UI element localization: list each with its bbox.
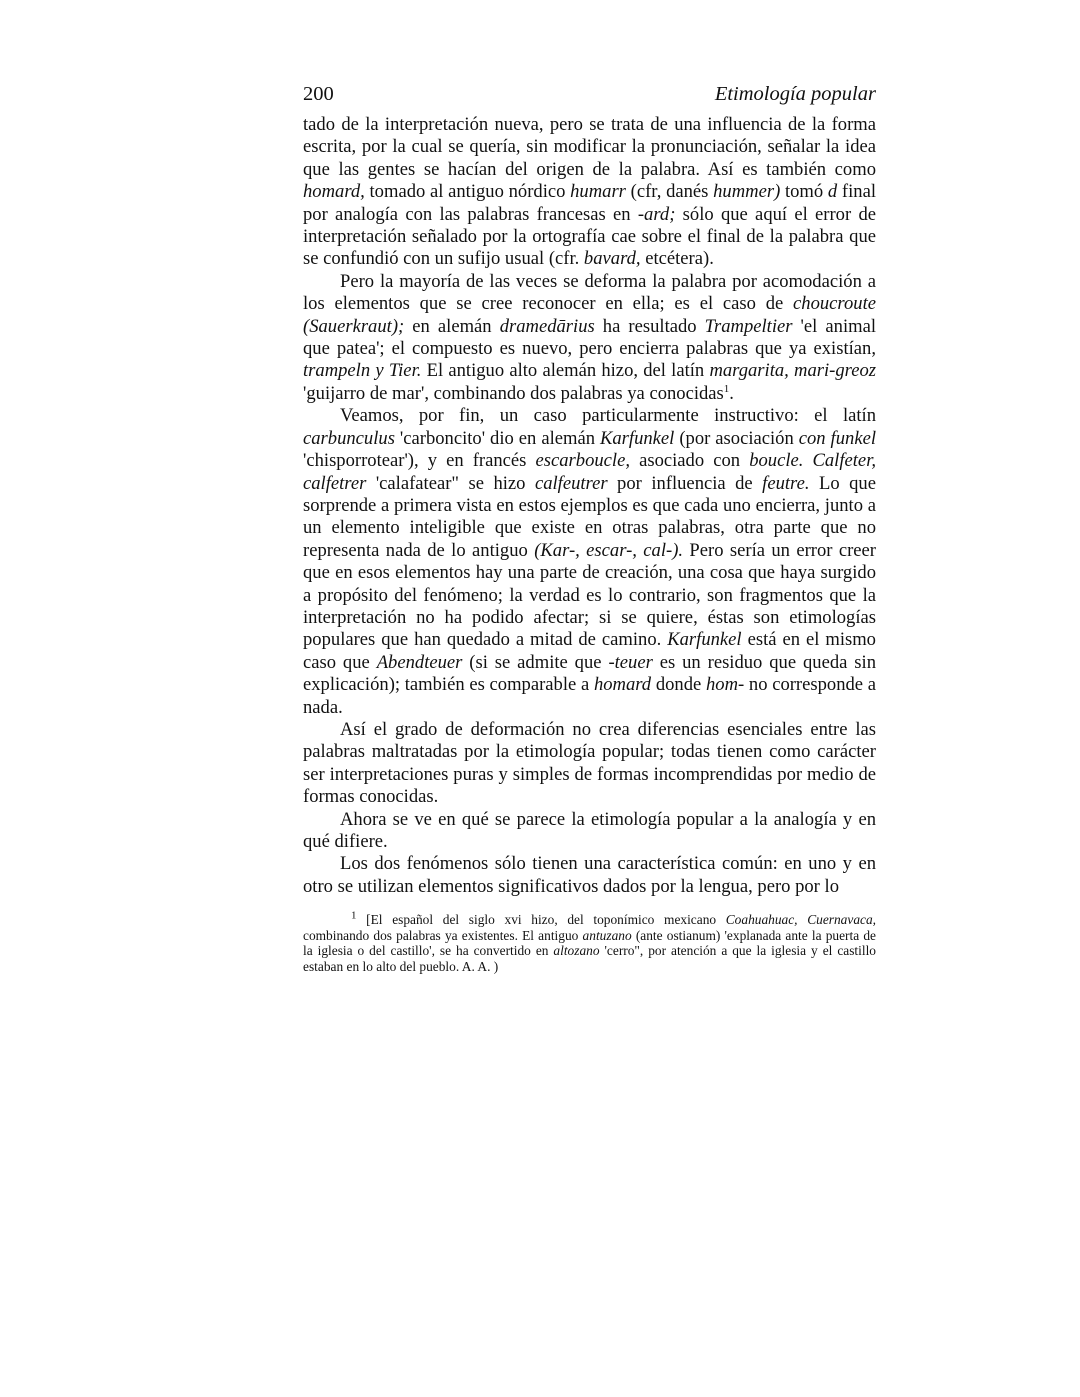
text-run: está en el mismo caso que <box>303 629 876 673</box>
italic-text: feutre. <box>762 472 810 494</box>
text-run: etcétera). <box>640 248 714 270</box>
text-run: (ante ostianum) 'explanada ante la puerta de la iglesia o del castillo', se ha convertido en <box>303 927 876 959</box>
text-run: final por analogía con las palabras francesas en <box>303 181 876 225</box>
running-title: Etimología popular <box>714 83 876 105</box>
text-run: Ahora se ve en qué se parece la etimología popular a la analogía y en qué difiere. <box>303 808 876 852</box>
italic-text: Karfunkel <box>667 629 742 651</box>
text-run: Así el grado de deformación no crea diferencias esenciales entre las palabras maltratadas por la etimología popular; todas tienen como carácter ser interpretaciones puras y simples de formas incomprendidas por medio de formas conocidas. <box>303 718 876 808</box>
italic-text: humarr <box>570 181 626 203</box>
italic-text: homard, <box>303 181 365 203</box>
paragraph <box>303 405 876 719</box>
text-run: no corresponde a nada. <box>303 674 877 718</box>
text-run: (por asociación <box>674 427 799 449</box>
italic-text: hom- <box>705 674 745 696</box>
page-number: 200 <box>303 83 334 105</box>
text-run: por influencia de <box>607 472 763 494</box>
italic-text: homard <box>593 674 652 696</box>
text-run: tomó <box>780 181 828 203</box>
text-run: donde <box>651 674 706 696</box>
text-run: (si se admite que <box>462 651 609 673</box>
italic-text: d <box>827 181 838 203</box>
text-run: ha resultado <box>594 315 705 337</box>
text-run: combinando dos palabras ya existentes. El antiguo <box>303 927 583 943</box>
italic-text: Coahuahuac, Cuernavaca, <box>725 912 876 928</box>
italic-text: escarboucle, <box>535 450 631 472</box>
italic-text: Abendteuer <box>376 651 463 673</box>
text-run: Los dos fenómenos sólo tienen una característica común: en uno y en otro se utilizan elementos significativos dados por la lengua, pero por lo <box>303 853 876 897</box>
text-run: . <box>729 382 734 404</box>
footnote-1 <box>303 909 876 974</box>
text-run: tomado al antiguo nórdico <box>364 181 571 203</box>
text-run: 'chisporrotear'), y en francés <box>303 450 536 472</box>
italic-text: bavard, <box>583 248 641 270</box>
text-run: 'calafatear" se hizo <box>366 472 535 494</box>
paragraph <box>303 719 876 809</box>
italic-text: -ard; <box>637 203 676 225</box>
text-run: tado de la interpretación nueva, pero se trata de una influencia de la forma escrita, por la cual se quería, sin modificar la pronunciación, señalar la idea que las gentes se hacían del origen de la palabra. Así es también como <box>303 114 876 180</box>
text-run: en alemán <box>404 315 500 337</box>
italic-text: Trampeltier <box>704 315 793 337</box>
italic-text: calfeutrer <box>534 472 608 494</box>
book-page <box>303 80 876 975</box>
text-run: El antiguo alto alemán hizo, del latín <box>421 360 710 382</box>
italic-text: Karfunkel <box>599 427 675 449</box>
page-header <box>303 80 876 108</box>
text-run: Pero sería un error creer que en esos elementos hay una parte de creación, una cosa que haya surgido a propósito del fenómeno; la verdad es lo contrario, son fragmentos que la interpretación no ha podido afectar; si se quiere, éstas son etimologías populares que han quedado a mitad de camino. <box>303 539 876 651</box>
italic-text: -teuer <box>608 651 653 673</box>
text-run: [El español del siglo xvi hizo, del toponímico mexicano <box>356 912 726 928</box>
italic-text: dramedārius <box>499 315 595 337</box>
text-run: 'carboncito' dio en alemán <box>394 427 600 449</box>
italic-text: altozano <box>553 943 600 959</box>
text-run: 'cerro", por atención a que la iglesia y el castillo estaban en lo alto del pueblo. A. A. ) <box>303 943 876 974</box>
italic-text: choucroute (Sauerkraut); <box>303 293 876 337</box>
text-run: 'guijarro de mar', combinando dos palabras ya conocidas <box>303 382 724 404</box>
italic-text: carbunculus <box>303 427 395 449</box>
italic-text: hummer) <box>713 181 781 203</box>
text-run: es un residuo que queda sin explicación); también es comparable a <box>303 651 876 696</box>
text-run: Pero la mayoría de las veces se deforma la palabra por acomodación a los elementos que se cree reconocer en ella; es el caso de <box>303 270 876 315</box>
text-run: sólo que aquí el error de interpretación señalado por la ortografía cae sobre el final de la palabra que se confundió con un sufijo usual (cfr. <box>303 203 876 270</box>
footnotes <box>303 909 876 974</box>
body-text <box>303 114 876 898</box>
paragraph <box>303 853 876 898</box>
text-run: Lo que sorprende a primera vista en estos ejemplos es que cada uno encierra, junto a un elemento inteligible que existe en otras palabras, otra parte que no representa nada de lo antiguo <box>303 472 876 561</box>
italic-text: con funkel <box>798 427 876 449</box>
italic-text: margarita, mari-greoz <box>709 360 876 382</box>
italic-text: (Kar-, escar-, cal-). <box>534 539 684 561</box>
text-run: (cfr, danés <box>625 181 714 203</box>
footnote-marker: 1 <box>723 382 730 395</box>
paragraph <box>303 114 876 271</box>
footnote-marker: 1 <box>351 909 357 922</box>
italic-text: trampeln y Tier. <box>303 360 422 382</box>
italic-text: boucle. Calfeter, calfetrer <box>303 450 877 494</box>
text-run: 'el animal que patea'; el compuesto es nuevo, pero encierra palabras que ya existían, <box>303 315 876 360</box>
italic-text: antuzano <box>582 927 632 943</box>
paragraph <box>303 271 876 405</box>
text-run: asociado con <box>630 450 750 472</box>
text-run: Veamos, por fin, un caso particularmente instructivo: el latín <box>340 405 876 427</box>
paragraph <box>303 809 876 854</box>
